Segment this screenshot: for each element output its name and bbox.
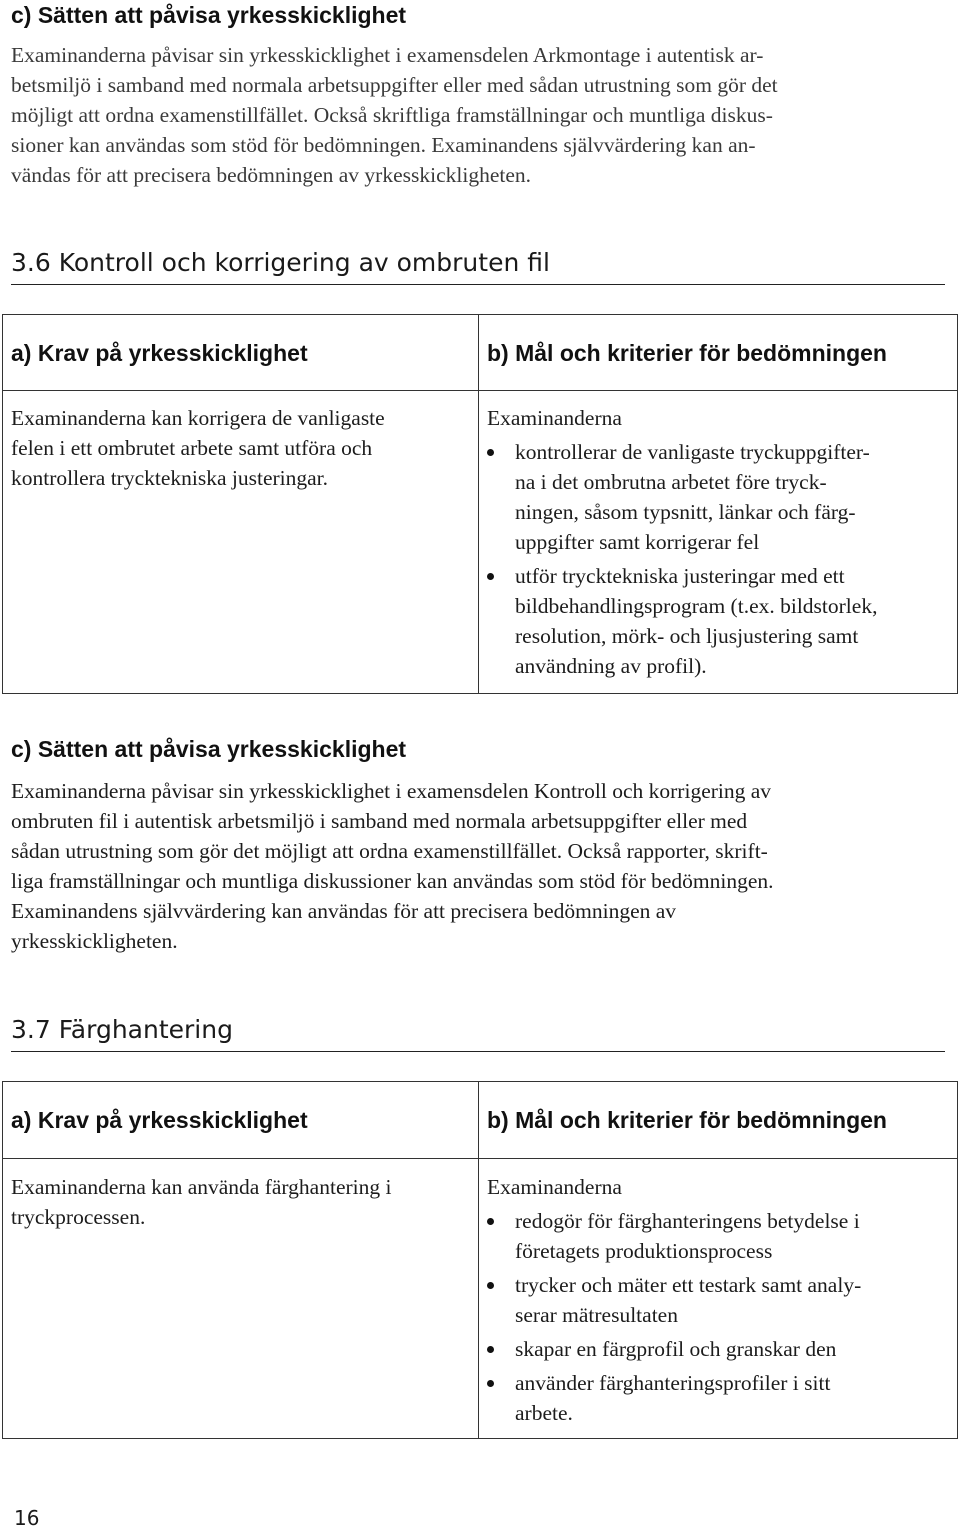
text-line: användning av profil). (515, 654, 707, 678)
text-line: resolution, mörk- och ljusjustering samt (515, 624, 859, 648)
bullet-icon (487, 1346, 494, 1353)
text-line: ningen, såsom typsnitt, länkar och färg- (515, 500, 856, 524)
table-column-divider (478, 314, 479, 693)
text-line: Examinanderna kan använda färghantering i (11, 1175, 392, 1199)
list-item (487, 1334, 952, 1364)
text-line: yrkesskickligheten. (11, 929, 178, 953)
text-line: bildbehandlingsprogram (t.ex. bildstorlek, (515, 594, 878, 618)
text-line: skapar en färgprofil och granskar den (515, 1337, 837, 1361)
bullet-icon (487, 1218, 494, 1225)
text-line: Examinanderna kan korrigera de vanligaste (11, 406, 385, 430)
text-line: arbete. (515, 1401, 573, 1425)
c-heading: c) Sätten att påvisa yrkesskicklighet (11, 736, 407, 762)
text-line: redogör för färghanteringens betydelse i (515, 1209, 860, 1233)
text-line: sioner kan användas som stöd för bedömningen. Examinandens självvärdering kan an- (11, 133, 756, 157)
col-b-intro: Examinanderna (487, 406, 622, 430)
col-b-header: b) Mål och kriterier för bedömningen (487, 340, 887, 366)
criteria-list (487, 437, 952, 685)
text-line: Examinanderna påvisar sin yrkesskicklighet i examensdelen Arkmontage i autentisk ar- (11, 43, 764, 67)
page-number: 16 (14, 1506, 40, 1530)
table-header-divider (2, 1158, 958, 1159)
top-paragraph (11, 40, 778, 190)
section-title: 3.6 Kontroll och korrigering av ombruten fil (11, 248, 550, 277)
text-line: företagets produktionsprocess (515, 1239, 773, 1263)
text-line: trycker och mäter ett testark samt analy- (515, 1273, 862, 1297)
text-line: vändas för att precisera bedömningen av yrkesskickligheten. (11, 163, 531, 187)
bullet-icon (487, 1380, 494, 1387)
text-line: kontrollerar de vanligaste tryckuppgifter- (515, 440, 870, 464)
text-line: uppgifter samt korrigerar fel (515, 530, 760, 554)
section-divider (11, 284, 945, 285)
top-heading: c) Sätten att påvisa yrkesskicklighet (11, 2, 407, 28)
col-a-header: a) Krav på yrkesskicklighet (11, 340, 308, 366)
list-item (487, 1270, 952, 1330)
text-line: möjligt att ordna examenstillfället. Också skriftliga framställningar och muntliga diskus- (11, 103, 773, 127)
criteria-list (487, 1206, 952, 1432)
section-title: 3.7 Färghantering (11, 1015, 233, 1044)
bullet-icon (487, 1282, 494, 1289)
text-line: serar mätresultaten (515, 1303, 678, 1327)
text-line: tryckprocessen. (11, 1205, 146, 1229)
text-line: utför trycktekniska justeringar med ett (515, 564, 845, 588)
text-line: Examinanderna påvisar sin yrkesskicklighet i examensdelen Kontroll och korrigering av (11, 779, 772, 803)
table-column-divider (478, 1081, 479, 1438)
c-paragraph (11, 776, 774, 956)
list-item (487, 437, 952, 557)
list-item (487, 1206, 952, 1266)
text-line: na i det ombrutna arbetet före tryck- (515, 470, 827, 494)
col-b-intro: Examinanderna (487, 1175, 622, 1199)
bullet-icon (487, 449, 494, 456)
section-divider (11, 1051, 945, 1052)
text-line: använder färghanteringsprofiler i sitt (515, 1371, 831, 1395)
bullet-list (487, 1206, 952, 1428)
table-header-divider (2, 390, 958, 391)
text-line: betsmiljö i samband med normala arbetsuppgifter eller med sådan utrustning som gör det (11, 73, 778, 97)
text-line: ombruten fil i autentisk arbetsmiljö i samband med normala arbetsuppgifter eller med (11, 809, 748, 833)
list-item (487, 561, 952, 681)
col-a-header: a) Krav på yrkesskicklighet (11, 1107, 308, 1133)
text-line: felen i ett ombrutet arbete samt utföra och (11, 436, 373, 460)
col-a-text (11, 403, 385, 493)
bullet-list (487, 437, 952, 681)
list-item (487, 1368, 952, 1428)
col-b-header: b) Mål och kriterier för bedömningen (487, 1107, 887, 1133)
text-line: liga framställningar och muntliga diskussioner kan användas som stöd för bedömningen. (11, 869, 774, 893)
bullet-icon (487, 573, 494, 580)
text-line: kontrollera trycktekniska justeringar. (11, 466, 329, 490)
text-line: Examinandens självvärdering kan användas för att precisera bedömningen av (11, 899, 677, 923)
col-a-text (11, 1172, 391, 1232)
text-line: sådan utrustning som gör det möjligt att ordna examenstillfället. Också rapporter, skrift- (11, 839, 768, 863)
